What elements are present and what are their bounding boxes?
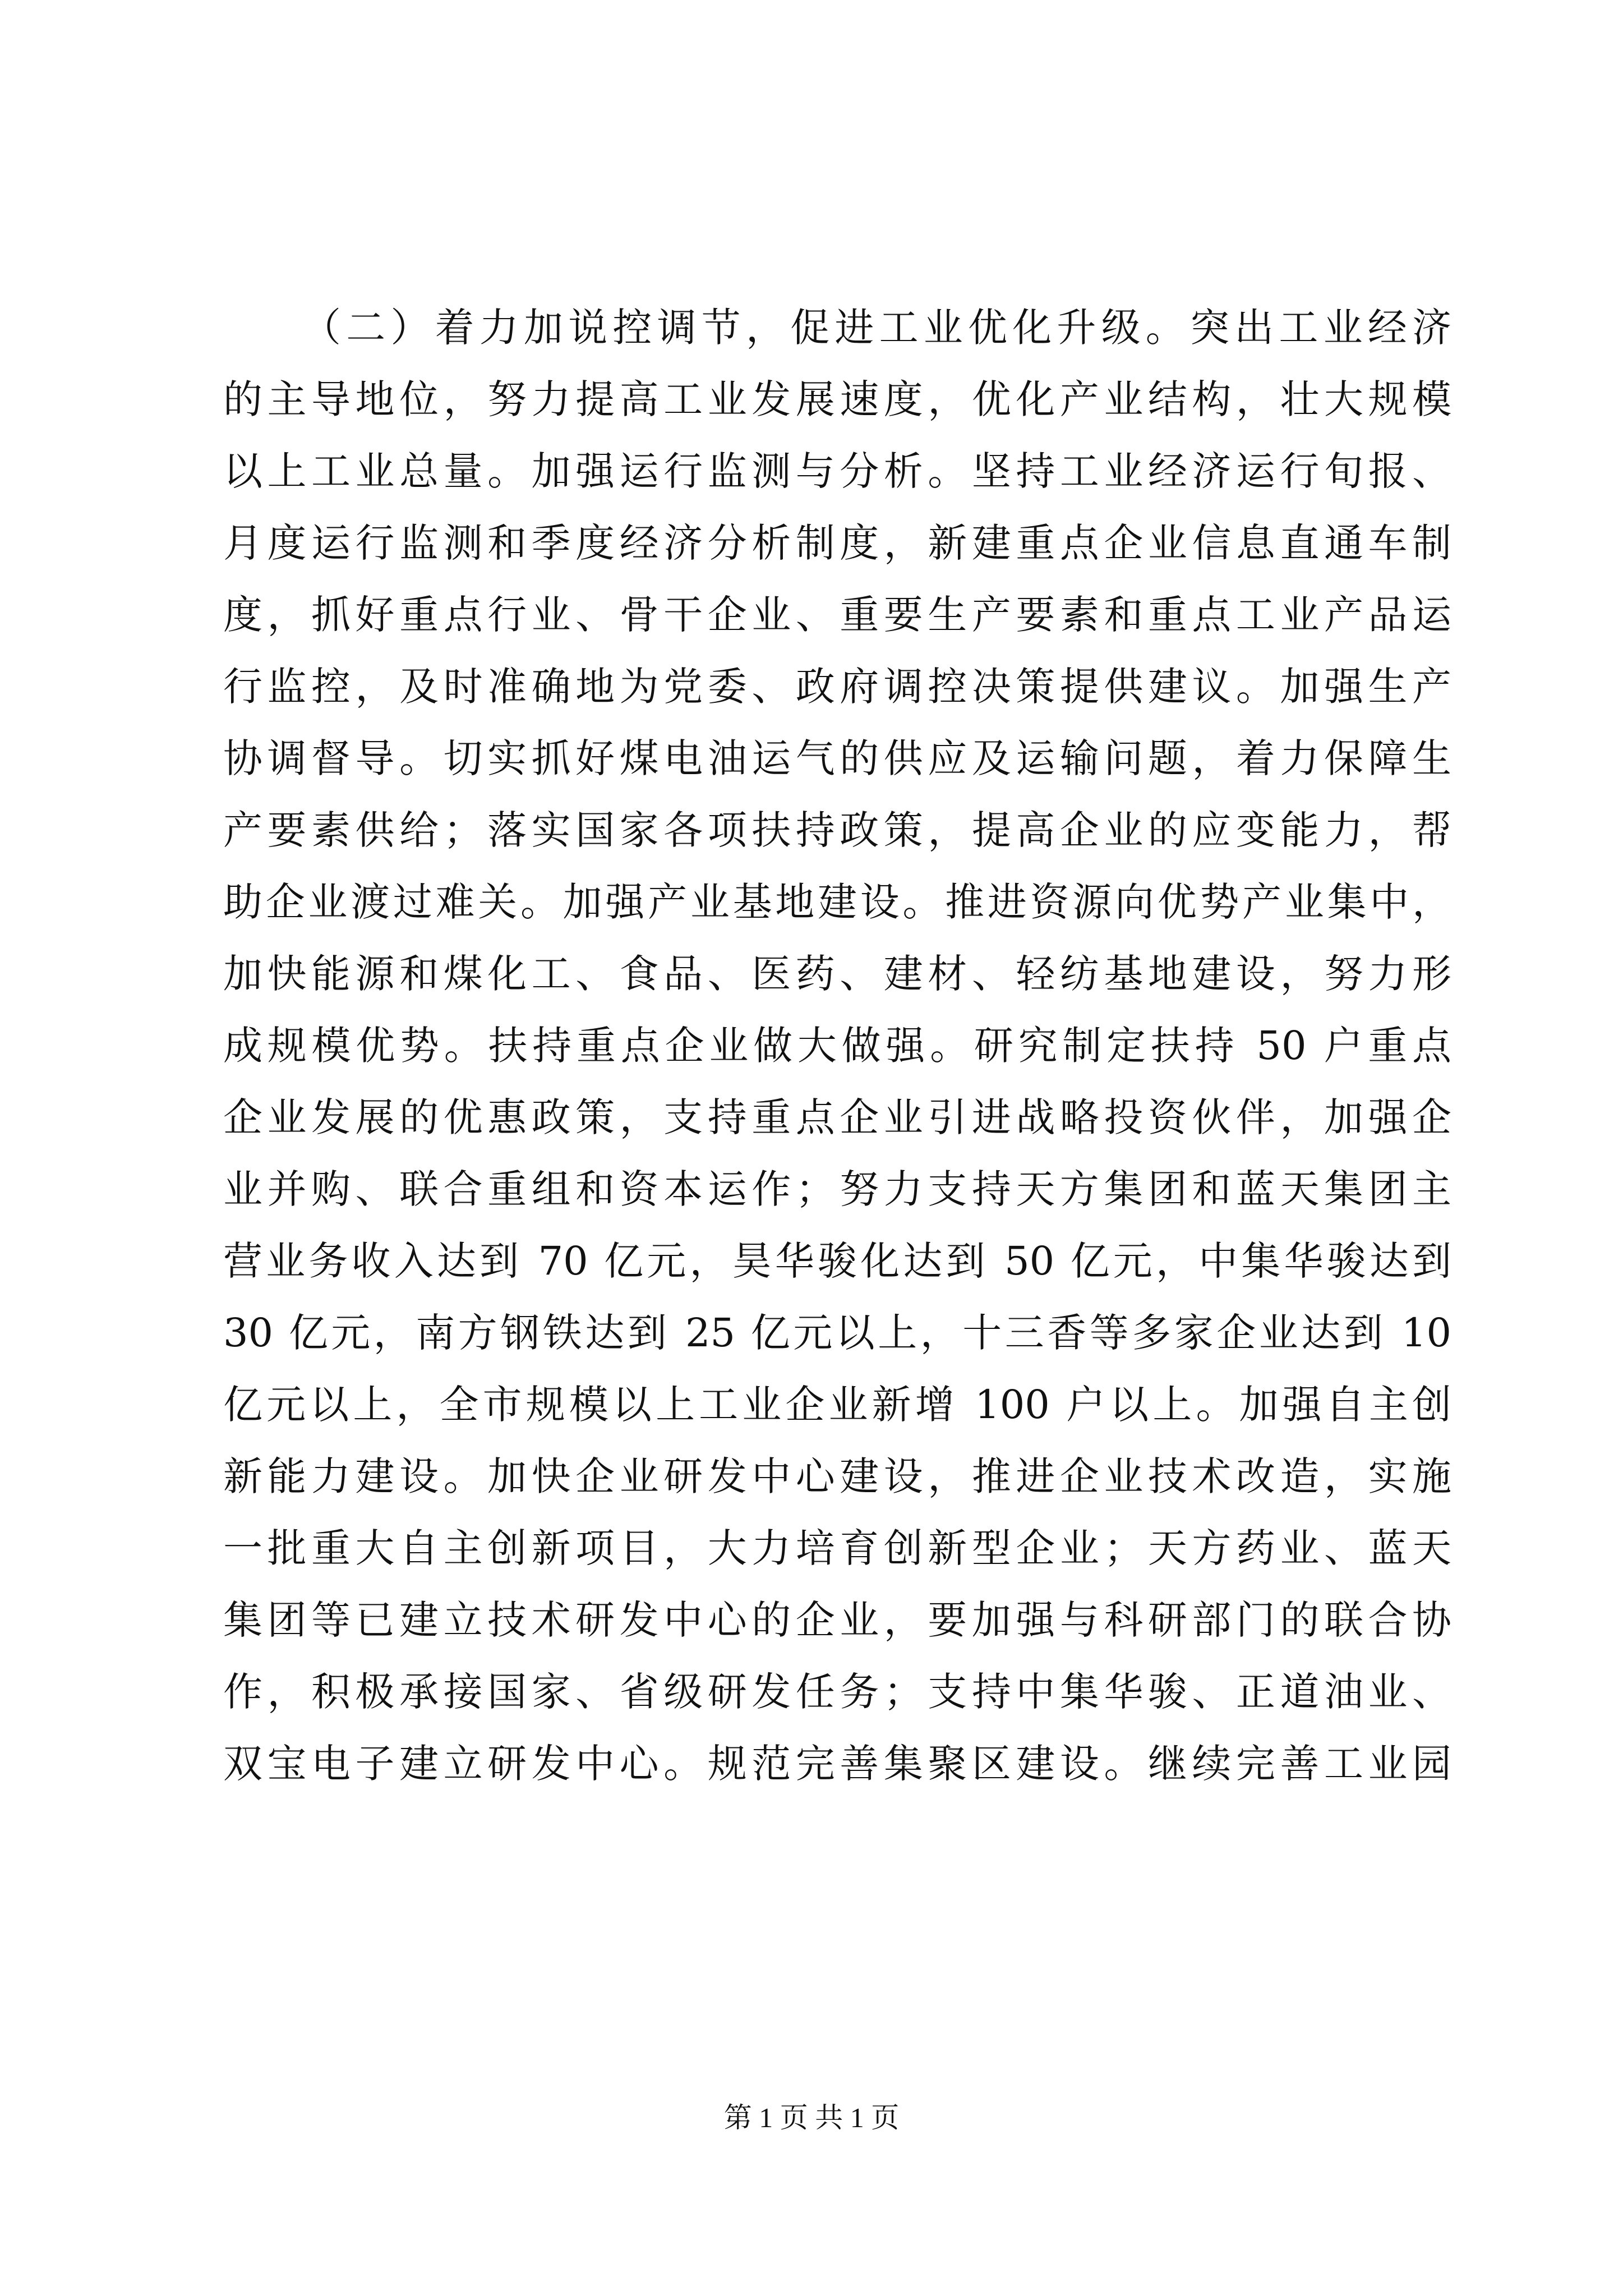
page-number-label: 第 1 页 共 1 页: [723, 2102, 900, 2133]
text-line: 行监控，及时准确地为党委、政府调控决策提供建议。加强生产: [223, 664, 1451, 710]
text-line: 新能力建设。加快企业研发中心建设，推进企业技术改造，实施: [223, 1453, 1451, 1499]
text-line: 作，积极承接国家、省级研发任务；支持中集华骏、正道油业、: [223, 1669, 1451, 1715]
text-line: 度，抓好重点行业、骨干企业、重要生产要素和重点工业产品运: [223, 592, 1451, 638]
text-line: 月度运行监测和季度经济分析制度，新建重点企业信息直通车制: [223, 520, 1451, 566]
text-line: 协调督导。切实抓好煤电油运气的供应及运输问题，着力保障生: [223, 735, 1451, 781]
text-line: 以上工业总量。加强运行监测与分析。坚持工业经济运行旬报、: [223, 448, 1451, 494]
text-line: 营业务收入达到 70 亿元，昊华骏化达到 50 亿元，中集华骏达到: [223, 1238, 1451, 1284]
page-footer: [0, 2101, 1623, 2134]
text-line: 企业发展的优惠政策，支持重点企业引进战略投资伙伴，加强企: [223, 1094, 1451, 1140]
text-line: 集团等已建立技术研发中心的企业，要加强与科研部门的联合协: [223, 1597, 1451, 1643]
text-line: 双宝电子建立研发中心。规范完善集聚区建设。继续完善工业园: [223, 1741, 1451, 1787]
text-line: （二）着力加说控调节，促进工业优化升级。突出工业经济: [302, 305, 1451, 351]
text-line: 30 亿元，南方钢铁达到 25 亿元以上，十三香等多家企业达到 10: [223, 1310, 1451, 1356]
text-line: 亿元以上，全市规模以上工业企业新增 100 户以上。加强自主创: [223, 1382, 1451, 1428]
text-line: 业并购、联合重组和资本运作；努力支持天方集团和蓝天集团主: [223, 1166, 1451, 1212]
text-line: 的主导地位，努力提高工业发展速度，优化产业结构，壮大规模: [223, 376, 1451, 422]
text-line: 产要素供给；落实国家各项扶持政策，提高企业的应变能力，帮: [223, 807, 1451, 853]
text-line: 加快能源和煤化工、食品、医药、建材、轻纺基地建设，努力形: [223, 951, 1451, 997]
text-line: 成规模优势。扶持重点企业做大做强。研究制定扶持 50 户重点: [223, 1023, 1451, 1069]
text-line: 一批重大自主创新项目，大力培育创新型企业；天方药业、蓝天: [223, 1525, 1451, 1571]
body-paragraph: [223, 292, 1451, 1800]
text-line: 助企业渡过难关。加强产业基地建设。推进资源向优势产业集中，: [223, 879, 1451, 925]
